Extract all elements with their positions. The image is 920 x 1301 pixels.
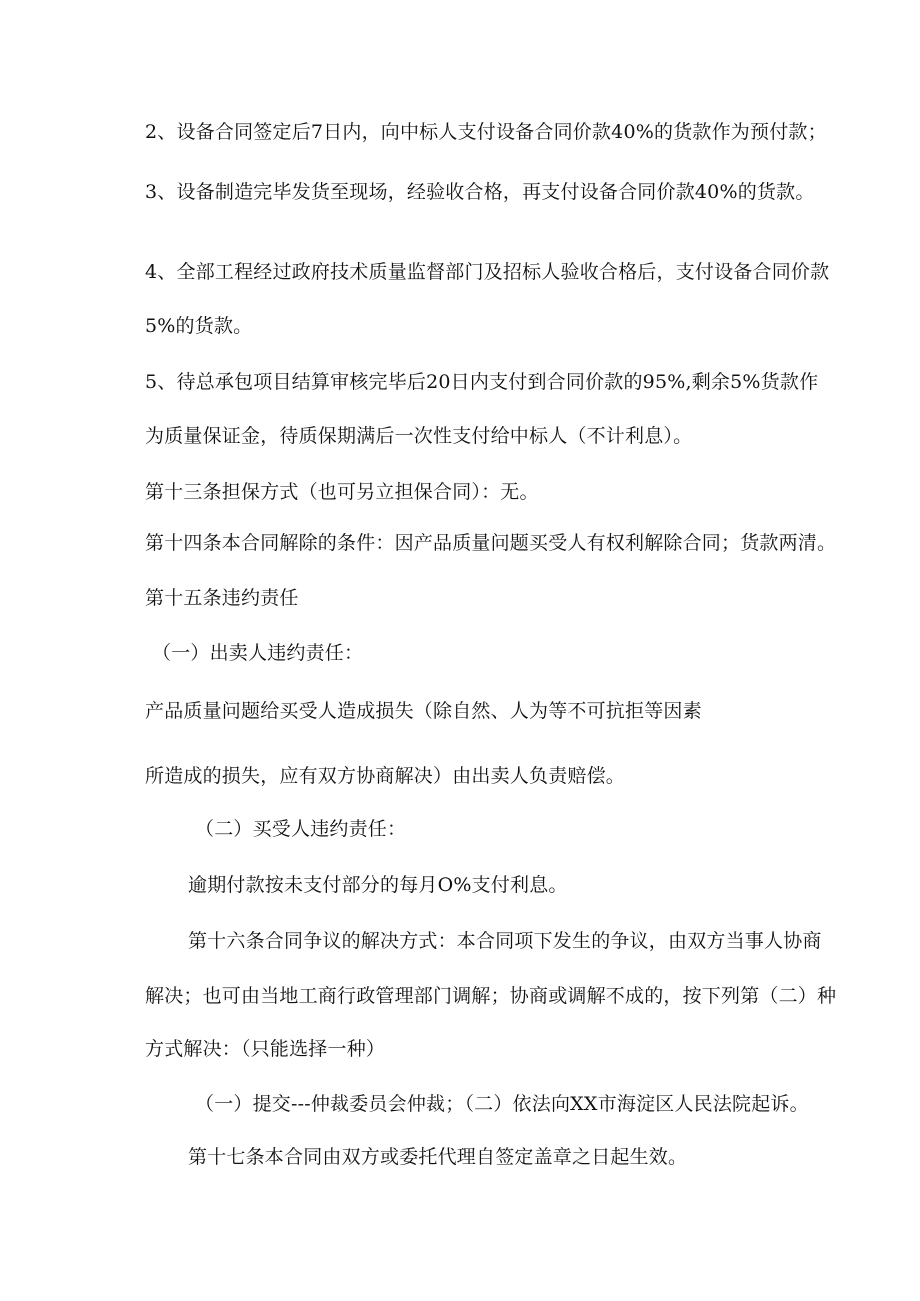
payment-clause-4-continuation: 5%的货款。 <box>145 315 253 337</box>
payment-clause-5-continuation: 为质量保证金，待质保期满后一次性支付给中标人（不计利息）。 <box>145 425 693 447</box>
dispute-options: （一）提交---仲裁委员会仲裁；（二）依法向XX市海淀区人民法院起诉。 <box>195 1093 809 1115</box>
article-16-dispute-continuation: 解决；也可由当地工商行政管理部门调解；协商或调解不成的，按下列第（二）种 <box>145 985 837 1007</box>
article-16-dispute-method: 方式解决：（只能选择一种） <box>145 1038 386 1060</box>
article-13-guarantee: 第十三条担保方式（也可另立担保合同）：无。 <box>145 481 539 503</box>
payment-clause-5: 5、待总承包项目结算审核完毕后20日内支付到合同价款的95%,剩余5%货款作 <box>145 371 819 393</box>
buyer-liability-heading: （二）买受人违约责任： <box>195 818 407 840</box>
article-16-dispute: 第十六条合同争议的解决方式：本合同项下发生的争议，由双方当事人协商 <box>188 930 822 952</box>
buyer-liability-text: 逾期付款按未支付部分的每月O%支付利息。 <box>188 874 568 896</box>
article-15-heading: 第十五条违约责任 <box>145 587 299 609</box>
article-17-effective: 第十七条本合同由双方或委托代理自签定盖章之日起生效。 <box>188 1146 688 1168</box>
payment-clause-4: 4、全部工程经过政府技术质量监督部门及招标人验收合格后，支付设备合同价款 <box>145 261 830 283</box>
payment-clause-2: 2、设备合同签定后7日内，向中标人支付设备合同价款40%的货款作为预付款； <box>145 121 827 143</box>
article-14-termination: 第十四条本合同解除的条件：因产品质量问题买受人有权利解除合同；货款两清。 <box>145 532 837 554</box>
seller-liability-text: 产品质量问题给买受人造成损失（除自然、人为等不可抗拒等因素 <box>145 700 702 722</box>
payment-clause-3: 3、设备制造完毕发货至现场，经验收合格，再支付设备合同价款40%的货款。 <box>145 181 815 203</box>
seller-liability-text-continuation: 所造成的损失，应有双方协商解决）由出卖人负责赔偿。 <box>145 765 626 787</box>
seller-liability-heading: （一）出卖人违约责任： <box>152 642 364 664</box>
